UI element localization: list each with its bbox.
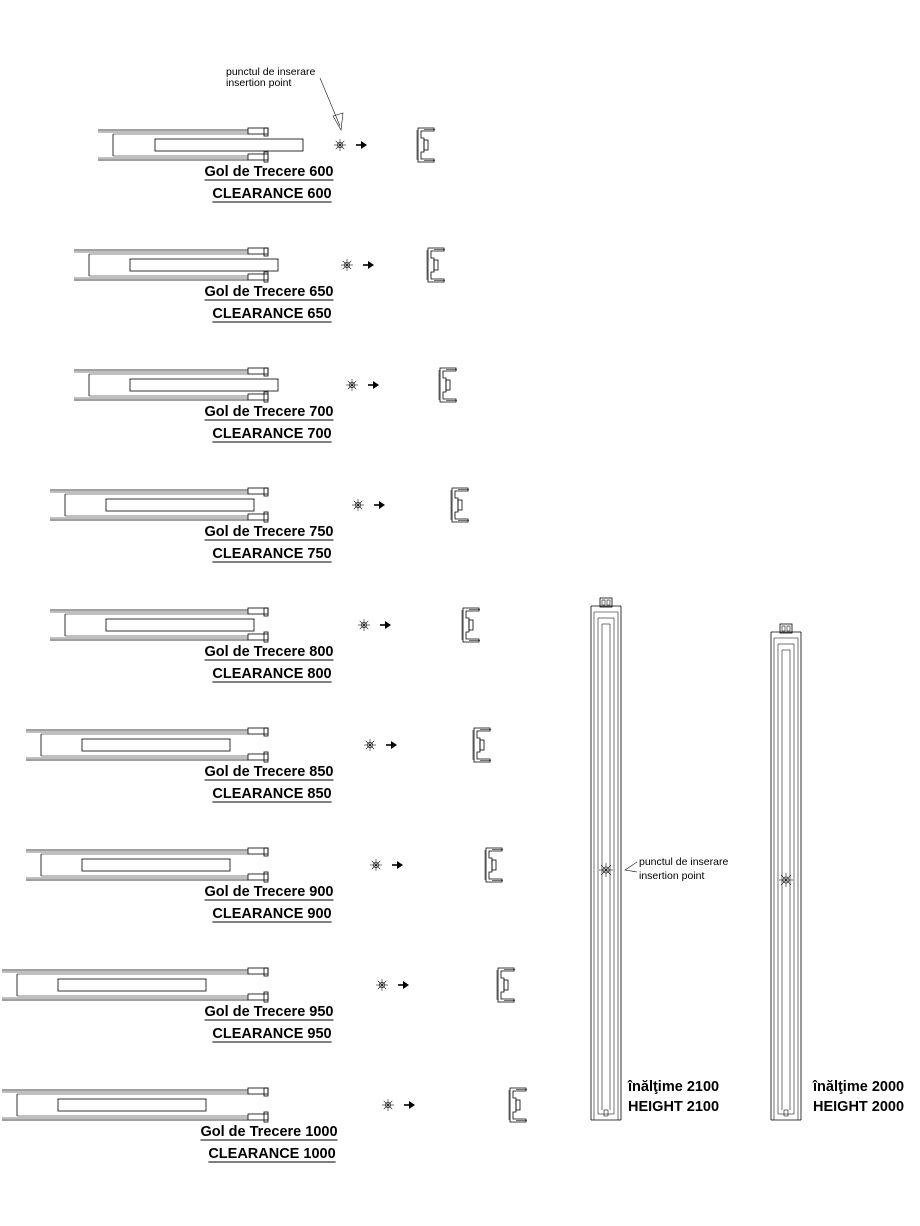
plan-view: [2, 968, 515, 1042]
clearance-label-en: CLEARANCE 750: [212, 546, 332, 562]
clearance-label-en: CLEARANCE 950: [212, 1026, 332, 1042]
clearance-label-en: CLEARANCE 850: [212, 786, 332, 802]
frame-section-detail: [427, 248, 445, 282]
arrow-right-icon: [386, 741, 397, 749]
leader-arrow-icon: [625, 862, 637, 872]
clearance-label-ro: Gol de Trecere 1000: [200, 1124, 338, 1140]
insertion-point-note-top: [226, 66, 343, 130]
arrow-right-icon: [392, 861, 403, 869]
insertion-point-icon: [370, 859, 382, 871]
frame-section-detail: [509, 1088, 527, 1122]
insertion-point-icon: [334, 139, 346, 151]
insertion-point-icon: [352, 499, 364, 511]
frame-section-detail: [497, 968, 515, 1002]
insertion-note-line1: punctul de inserare: [639, 856, 729, 868]
frame-section-detail: [417, 128, 435, 162]
insertion-point-icon: [358, 619, 370, 631]
plan-view: [74, 248, 445, 322]
insertion-point-icon: [376, 979, 388, 991]
arrow-right-icon: [398, 981, 409, 989]
arrow-right-icon: [404, 1101, 415, 1109]
clearance-label-ro: Gol de Trecere 650: [204, 284, 334, 300]
clearance-label-ro: Gol de Trecere 700: [204, 404, 334, 420]
elevation-view: [771, 624, 904, 1120]
insertion-point-icon: [599, 863, 613, 877]
insertion-note-line2: insertion point: [226, 77, 292, 89]
frame-section-detail: [462, 608, 480, 642]
clearance-label-en: CLEARANCE 600: [212, 186, 332, 202]
arrow-right-icon: [356, 141, 367, 149]
height-label-en: HEIGHT 2100: [628, 1099, 720, 1115]
clearance-label-ro: Gol de Trecere 600: [204, 164, 334, 180]
elevation-views: [591, 598, 904, 1120]
arrow-right-icon: [374, 501, 385, 509]
clearance-label-en: CLEARANCE 900: [212, 906, 332, 922]
height-label-ro: înălţime 2100: [628, 1079, 720, 1095]
frame-section-detail: [473, 728, 491, 762]
insertion-note-line1: punctul de inserare: [226, 66, 316, 78]
frame-section-detail: [485, 848, 503, 882]
height-label-en: HEIGHT 2000: [813, 1099, 905, 1115]
plan-views: [2, 128, 527, 1162]
height-label-ro: înălţime 2000: [813, 1079, 905, 1095]
frame-section-detail: [439, 368, 457, 402]
plan-view: [2, 1088, 527, 1162]
clearance-label-en: CLEARANCE 650: [212, 306, 332, 322]
insertion-point-icon: [779, 873, 793, 887]
frame-section-detail: [451, 488, 469, 522]
insertion-point-note-side: [625, 856, 728, 882]
insertion-point-icon: [346, 379, 358, 391]
plan-view: [26, 848, 503, 922]
plan-view: [50, 488, 469, 562]
insertion-note-line2: insertion point: [639, 870, 705, 882]
clearance-label-en: CLEARANCE 1000: [208, 1146, 336, 1162]
arrow-right-icon: [368, 381, 379, 389]
plan-view: [74, 368, 457, 442]
arrow-right-icon: [380, 621, 391, 629]
plan-view: [50, 608, 480, 682]
insertion-point-icon: [364, 739, 376, 751]
plan-view: [26, 728, 491, 802]
clearance-label-en: CLEARANCE 700: [212, 426, 332, 442]
arrow-right-icon: [363, 261, 374, 269]
clearance-label-en: CLEARANCE 800: [212, 666, 332, 682]
insertion-point-icon: [341, 259, 353, 271]
clearance-label-ro: Gol de Trecere 800: [204, 644, 334, 660]
plan-view: [98, 128, 435, 202]
clearance-label-ro: Gol de Trecere 950: [204, 1004, 334, 1020]
clearance-label-ro: Gol de Trecere 900: [204, 884, 334, 900]
insertion-point-icon: [382, 1099, 394, 1111]
clearance-label-ro: Gol de Trecere 750: [204, 524, 334, 540]
clearance-label-ro: Gol de Trecere 850: [204, 764, 334, 780]
